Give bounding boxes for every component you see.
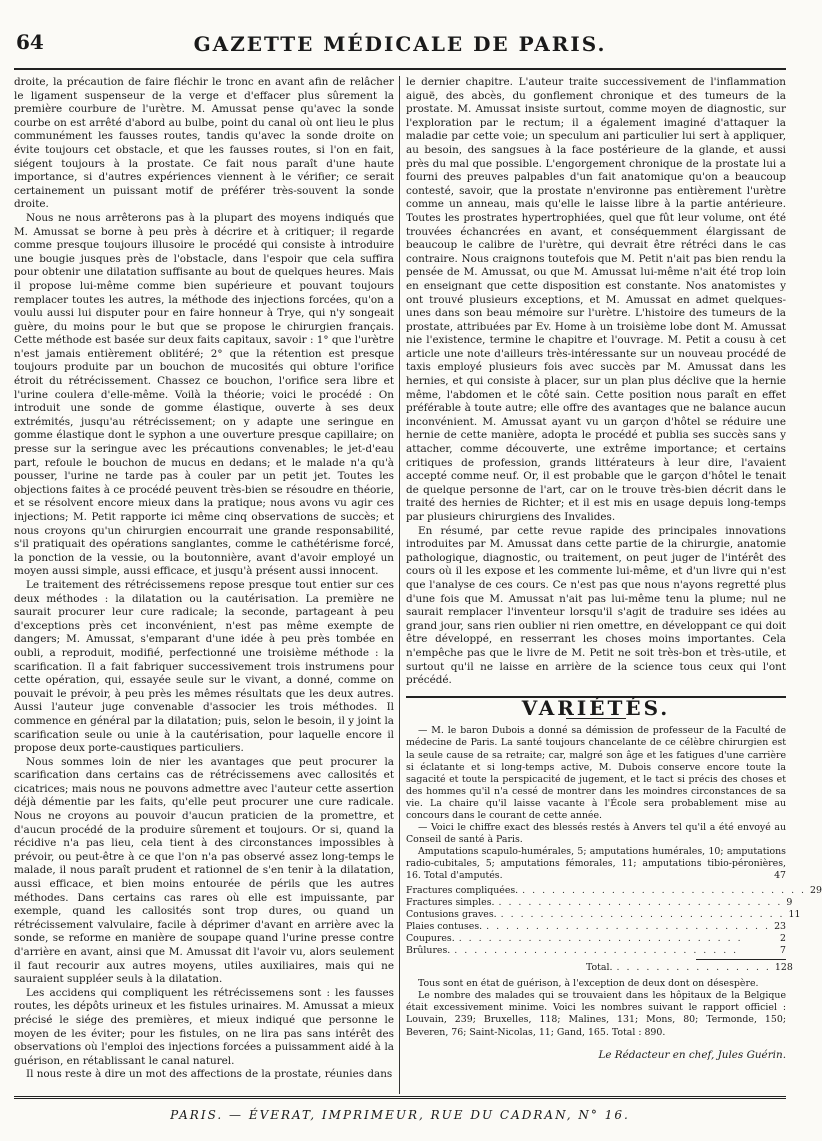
leader-dots: . . . . . . . . . . . . . . . . . . . . . . . . . . . . . — [500, 908, 785, 920]
row-value: 9 — [786, 896, 793, 908]
table-row — [406, 884, 822, 897]
row-label: Brûlures. — [406, 945, 451, 956]
paragraph: le dernier chapitre. L'auteur traite successivement de l'inflammation aiguë, des abcès, du gonflement chronique et des tumeurs de la prostate. M. Amussat insiste surtout, comme moyen de diagnostic, sur l'exploration par le rectum; il a également imaginé d'attaquer la maladie par cette voie; un speculum ani particulier lui sert à appliquer, au besoin, des sangsues à la face postérieure de la glande, et aussi près du mal que possible. L'engorgement chronique de la prostate lui a fourni des preuves palpables d'un fait anatomique qu'on a beaucoup contesté, savoir, que la prostate n'environne pas entièrement l'urètre comme un anneau, mais qu'elle le laisse libre à la partie antérieure. Toutes les prostrates hypertrophiées, quel que fût leur volume, ont été trouvées échancrées en avant, et conséquemment élargissant de beaucoup le calibre de l'urètre, qui devrait être rétréci dans le cas contraire. Nous craignons toutefois que M. Petit n'ait pas bien rendu la pensée de M. Amussat, ou que M. Amussat lui-même n'ait été trop loin en enseignant que cette disposition est constante. Nos anatomistes y ont trouvé plusieurs exceptions, et M. Amussat en admet quelques-unes dans son beau mémoire sur l'urètre. L'histoire des tumeurs de la prostate, attribuées par Ev. Home à un troisième lobe dont M. Amussat nie l'existence, termine le chapitre et l'ouvrage. M. Petit a cousu à cet article une note d'ailleurs très-intéressante sur un nouveau procédé de taxis employé plusieurs fois avec succès par M. Amussat dans les hernies, et qui consiste à placer, sur un plan plus déclive que la hernie même, l'abdomen et le côté sain. Cette position nous paraît en effet préférable à toute autre; elle offre des avantages que ne balance aucun inconvénient. M. Amussat ayant vu un garçon d'hôtel se réduire une hernie de cette manière, adopta le procédé et publia ses succès sans y attacher, comme découverte, une extrême importance; et certains critiques de profession, grands littérateurs à leur dire, l'avaient accepté comme neuf. Or, il est probable que le garçon d'hôtel le tenait de quelque personne de l'art, car on le trouve très-bien décrit dans le traité des hernies de Richter; et il est mis en usage depuis long-temps par plusieurs chirurgiens des Invalides. — [406, 76, 786, 523]
right-column — [406, 76, 822, 1096]
row-value: 2 — [780, 932, 786, 944]
belgium-note: Le nombre des malades qui se trouvaient dans les hôpitaux de la Belgique était excessivement minime. Voici les nombres suivant le rapport officiel : Louvain, 239; Bruxelles, 118; Malines, 131; Mons, 80; Termonde, 150; Beveren, 76; Saint-Nicolas, 11; Gand, 165. Total : 890. — [406, 990, 786, 1038]
leader-dots: . . . . . . . . . . . . . . . . . . . . . . . . . . . . . — [458, 932, 743, 944]
printer-imprint: PARIS. — ÉVERAT, IMPRIMEUR, RUE DU CADRAN, N° 16. — [170, 1108, 630, 1122]
footer-rule — [14, 1096, 786, 1099]
paragraph: Nous ne nous arrêterons pas à la plupart des moyens indiqués que M. Amussat se borne à peu près à décrire et à critiquer; il regarde comme presque toujours illusoire le procédé qui consiste à introduire une bougie jusques près de l'obstacle, dans l'espoir que cela suffira pour obtenir une dilatation suffisante au bout de quelques heures. Mais il propose lui-même comme bien supérieure et pouvant toujours remplacer toutes les autres, la méthode des injections forcées, qu'on a voulu aussi lui disputer pour en faire honneur à Trye, qui n'y songeait guère, du moins pour le but que se propose le chirurgien français. Cette méthode est basée sur deux faits capitaux, savoir : 1° que l'urètre n'est jamais entièrement oblitéré; 2° que la rétention est presque toujours produite par un bouchon de mucosités qui obture l'orifice étroit du rétrécissement. Chassez ce bouchon, l'orifice sera libre et l'urine coulera d'elle-même. Voilà la théorie; voici le procédé : On introduit une sonde de gomme élastique, ouverte à ses deux extrémités, jusqu'au rétrécissement; on y adapte une seringue en gomme élastique dont le syphon a une ouverture presque capillaire; on presse sur la seringue avec les précautions convenables; le jet-d'eau part, refoule le bouchon de mucus en dedans; et le malade n'a qu'à pousser, l'urine ne tarde pas à couler par un petit jet. Toutes les objections faites à ce procédé peuvent très-bien se résoudre en théorie, et se résolvent encore mieux dans la pratique; nous avons vu agir ces injections; M. Petit rapporte ici même cinq observations de succès; et nous croyons qu'un chirurgien encourrait une grande responsabilité, s'il pratiquait des opérations sanglantes, comme le cathétérisme forcé, la ponction de la vessie, ou la boutonnière, avant d'avoir employé un moyen aussi simple, aussi efficace, et jusqu'à présent aussi innocent. — [14, 211, 394, 578]
table-row — [406, 908, 801, 921]
paragraph: Les accidens qui compliquent les rétrécissemens sont : les fausses routes, les dépôts urineux et les fistules urinaires. M. Amussat a mieux précisé le siége des premières, et mieux indiqué que personne le moyen de les éviter; pour les fistules, on ne lira pas sans intérêt des observations où l'emploi des injections forcées a puissamment aidé à la guérison, en rétablissant le canal naturel. — [14, 986, 394, 1067]
total-value: 128 — [774, 962, 793, 974]
row-value: 11 — [788, 908, 801, 920]
row-value: 7 — [780, 945, 786, 956]
row-label: Contusions graves. — [406, 908, 497, 920]
table-total-row — [406, 962, 793, 974]
table-row — [406, 933, 786, 945]
masthead-title: GAZETTE MÉDICALE DE PARIS. — [193, 32, 607, 56]
leader-dots: . . . . . . . . . . . . . . . . . . . . . . . . . . . . . — [486, 920, 770, 932]
amputations-text: Amputations scapulo-humérales, 5; amputations humérales, 10; amputations radio-cubitales, 5; amputations fémorales, 11; amputations tibio-péronières, 16. Total d'amputés. 47 — [406, 846, 786, 882]
paragraph: Il nous reste à dire un mot des affections de la prostate, réunies dans — [26, 1068, 393, 1081]
editor-signature: Le Rédacteur en chef, Jules Guérin. — [598, 1048, 786, 1061]
leader-dots: . . . . . . . . . . . . . . . . . . . . . . . . . . . . . — [498, 896, 783, 908]
amputes-total-inline: 47 — [774, 870, 786, 882]
total-label: Total. — [586, 962, 613, 974]
healed-note: Tous sont en état de guérison, à l'exception de deux dont on désespère. — [418, 978, 759, 990]
paragraph: Le traitement des rétrécissemens repose presque tout entier sur ces deux méthodes : la dilatation ou la cautérisation. La première ne saurait procurer leur cure radicale; la seconde, partageant à peu d'exceptions près cet inconvénient, n'est pas même exempte de dangers; M. Amussat, s'emparant d'une idée à peu près tombée en oubli, a reproduit, modifié, perfectionné une troisième méthode : la scarification. Il a fait fabriquer successivement trois instrumens pour cette opération, qui, essayée seule sur le vivant, a donné, comme on pouvait le prévoir, à peu près les mêmes résultats que les deux autres. Aussi l'auteur juge convenable d'associer les trois méthodes. Il commence en général par la dilatation; puis, selon le besoin, il y joint la scarification seule ou unie à la cautérisation, pour laquelle encore il propose deux porte-caustiques particuliers. — [14, 578, 394, 755]
news-item: — Voici le chiffre exact des blessés restés à Anvers tel qu'il a été envoyé au Conseil de santé à Paris. — [406, 822, 786, 846]
leader-dots: . . . . . . . . . . . . . . . . — [616, 962, 771, 974]
paragraph: En résumé, par cette revue rapide des principales innovations introduites par M. Amussat dans cette partie de la chirurgie, anatomie pathologique, diagnostic, ou traitement, on peut juger de l'intérêt des cours où il les expose et les commente lui-même, et d'un livre qui n'est que l'analyse de ces cours. Ce n'est pas que nous n'ayons regretté plus d'une fois que M. Amussat n'ait pas lui-même tenu la plume; nul ne saurait remplacer l'inventeur lorsqu'il s'agit de traduire ses idées au grand jour, sans rien oublier ni rien omettre, en développant ce qui doit être développé, en resserrant les choses moins importantes. Cela n'empêche pas que le livre de M. Petit ne soit très-bon et très-utile, et surtout qu'il ne laisse en arrière de la science tous ceux qui l'ont précédé. — [406, 524, 786, 687]
column-divider — [399, 76, 400, 1094]
casualty-table — [406, 884, 822, 975]
leader-dots: . . . . . . . . . . . . . . . . . . . . . . . . . . . . . — [454, 945, 739, 956]
row-label: Coupures. — [406, 932, 455, 944]
row-label: Plaies contuses. — [406, 920, 483, 932]
varietes-heading: VARIÉTÉS. — [521, 695, 671, 720]
text-columns — [14, 76, 822, 1096]
row-value: 23 — [774, 920, 786, 932]
paragraph: droite, la précaution de faire fléchir le tronc en avant afin de relâcher le ligament suspenseur de la verge et d'effacer plus sûrement la première courbure de l'urètre. M. Amussat pense qu'avec la sonde courbe on est arrêté d'abord au bulbe, point du canal où ont lieu le plus communément les fausses routes, tandis qu'avec la sonde droite on évite toujours cet obstacle, et que les fausses routes, si l'on en fait, siégent toujours à la prostate. Ce fait nous paraît d'une haute importance, si d'autres expériences viennent à le vérifier; ce serait certainement un puissant motif de préférer très-souvent la sonde droite. — [14, 76, 394, 211]
table-row — [406, 921, 786, 933]
page-header — [14, 20, 786, 70]
row-label: Fractures simples. — [406, 896, 495, 908]
row-label: Fractures compliquées. — [406, 884, 519, 896]
leader-dots: . . . . . . . . . . . . . . . . . . . . . . . . . . . . . — [522, 884, 807, 896]
row-value: 29 — [810, 884, 822, 896]
paragraph: Nous sommes loin de nier les avantages que peut procurer la scarification dans certains cas de rétrécissemens avec callosités et cicatrices; mais nous ne pouvons admettre avec l'auteur cette assertion déjà démentie par les faits, qu'elle peut procurer une cure radicale. Nous ne croyons au pouvoir d'aucun praticien de la promettre, et d'aucun procédé de la produire sûrement et toujours. Or si, quand la récidive n'a pas lieu, cela tient à des circonstances impossibles à prévoir, ou peut-être à ce que l'on n'a pas observé assez long-temps le malade, il nous paraît prudent et rationnel de s'en tenir à la dilatation, aussi efficace, et bien moins entourée de périls que les autres méthodes. Dans certains cas rares où elle est impuissante, par exemple, quand les callosités sont trop dures, ou quand un rétrécissement valvulaire, facile à déprimer d'avant en arrière avec la sonde, se reforme en manière de soupape quand l'urine presse contre d'arrière en avant, ainsi que M. Amussat dit l'avoir vu, alors seulement il faut recourir aux autres moyens, utiles auxiliaires, mais qui ne sauraient suppléer seuls à la dilatation. — [14, 755, 394, 986]
left-column — [14, 76, 394, 1096]
table-row — [406, 896, 793, 909]
page-number: 64 — [16, 30, 44, 54]
news-item: — M. le baron Dubois a donné sa démission de professeur de la Faculté de médecine de Paris. La santé toujours chancelante de ce célèbre chirurgien est la seule cause de sa retraite; car, malgré son âge et les fatigues d'une carrière si éclatante et si long-temps active, M. Dubois conserve encore toute la sagacité et toute la perspicacité de jugement, et le tact si précis des choses et des hommes qu'il n'a cessé de montrer dans les moindres circonstances de sa vie. La chaire qu'il laisse vacante à l'École sera probablement mise au concours dans le courant de cette année. — [406, 725, 786, 821]
sum-rule — [696, 959, 786, 960]
table-row — [406, 945, 786, 957]
newspaper-page — [14, 20, 822, 1130]
